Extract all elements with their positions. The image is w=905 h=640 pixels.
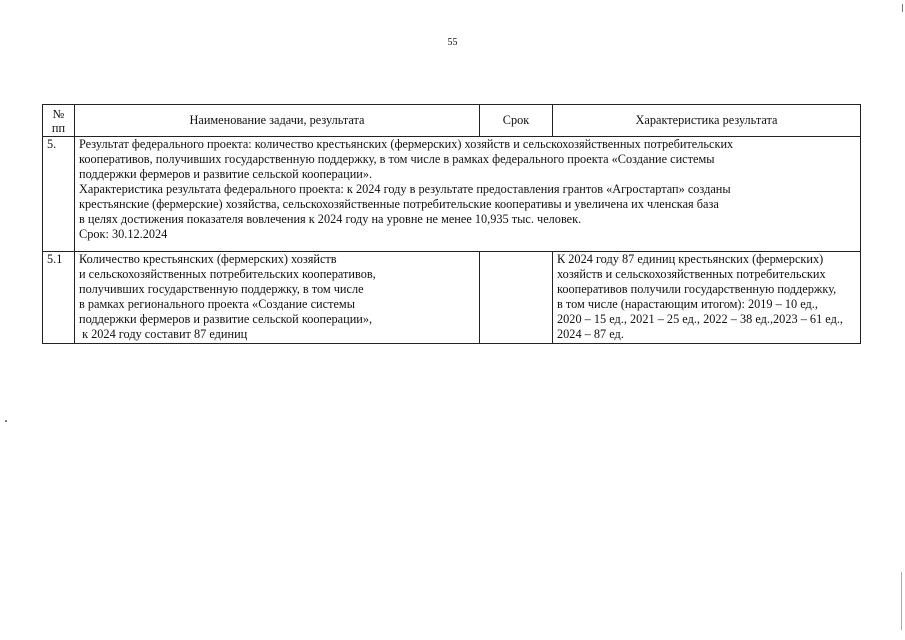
characteristic-line: кооперативов получили государственную поддержку, [557, 282, 837, 296]
page-number: 55 [447, 37, 458, 48]
section-description [75, 137, 861, 252]
table-header-row [43, 105, 861, 137]
characteristic-line: К 2024 году 87 единиц крестьянских (фермерских) [557, 252, 824, 266]
section-line: поддержки фермеров и развитие сельской кооперации». [79, 167, 373, 181]
characteristic-line: 2020 – 15 ед., 2021 – 25 ед., 2022 – 38 ед.,2023 – 61 ед., [557, 312, 843, 326]
section-line: крестьянские (фермерские) хозяйства, сельскохозяйственные потребительские кооперативы и увеличена их членская база [79, 197, 719, 211]
table-row [43, 252, 861, 344]
task-line: получивших государственную поддержку, в том числе [79, 282, 364, 296]
header-number-line1: № [52, 106, 65, 121]
characteristic-line: 2024 – 87 ед. [557, 327, 624, 341]
section-line: Характеристика результата федерального проекта: к 2024 году в результате предоставления грантов «Агростартап» созданы [79, 182, 731, 196]
task-line: Количество крестьянских (фермерских) хозяйств [79, 252, 337, 266]
characteristic-line: хозяйств и сельскохозяйственных потребительских [557, 267, 826, 281]
row-number: 5.1 [43, 252, 75, 344]
section-line: Результат федерального проекта: количество крестьянских (фермерских) хозяйств и сельскохозяйственных потребительских [79, 137, 734, 151]
task-line: к 2024 году составит 87 единиц [79, 327, 248, 341]
section-line: в целях достижения показателя вовлечения к 2024 году на уровне не менее 10,935 тыс. человек. [79, 212, 582, 226]
header-task: Наименование задачи, результата [75, 105, 480, 137]
section-number: 5. [43, 137, 75, 252]
task-line: в рамках регионального проекта «Создание системы [79, 297, 355, 311]
section-line: кооперативов, получивших государственную поддержку, в том числе в рамках федерального проекта «Создание системы [79, 152, 715, 166]
row-term [480, 252, 553, 344]
scan-speck [5, 420, 7, 422]
header-term: Срок [480, 105, 553, 137]
characteristic-line: в том числе (нарастающим итогом): 2019 – 10 ед., [557, 297, 818, 311]
section-line: Срок: 30.12.2024 [79, 227, 168, 241]
task-line: и сельскохозяйственных потребительских кооперативов, [79, 267, 376, 281]
row-task [75, 252, 480, 344]
scan-edge-mark [901, 572, 902, 630]
scan-edge-mark [902, 4, 903, 12]
row-characteristic [553, 252, 861, 344]
results-table [42, 104, 861, 344]
header-characteristic: Характеристика результата [553, 105, 861, 137]
header-number-line2: пп [51, 120, 66, 135]
header-number [43, 105, 75, 137]
task-line: поддержки фермеров и развитие сельской кооперации», [79, 312, 373, 326]
section-row [43, 137, 861, 252]
